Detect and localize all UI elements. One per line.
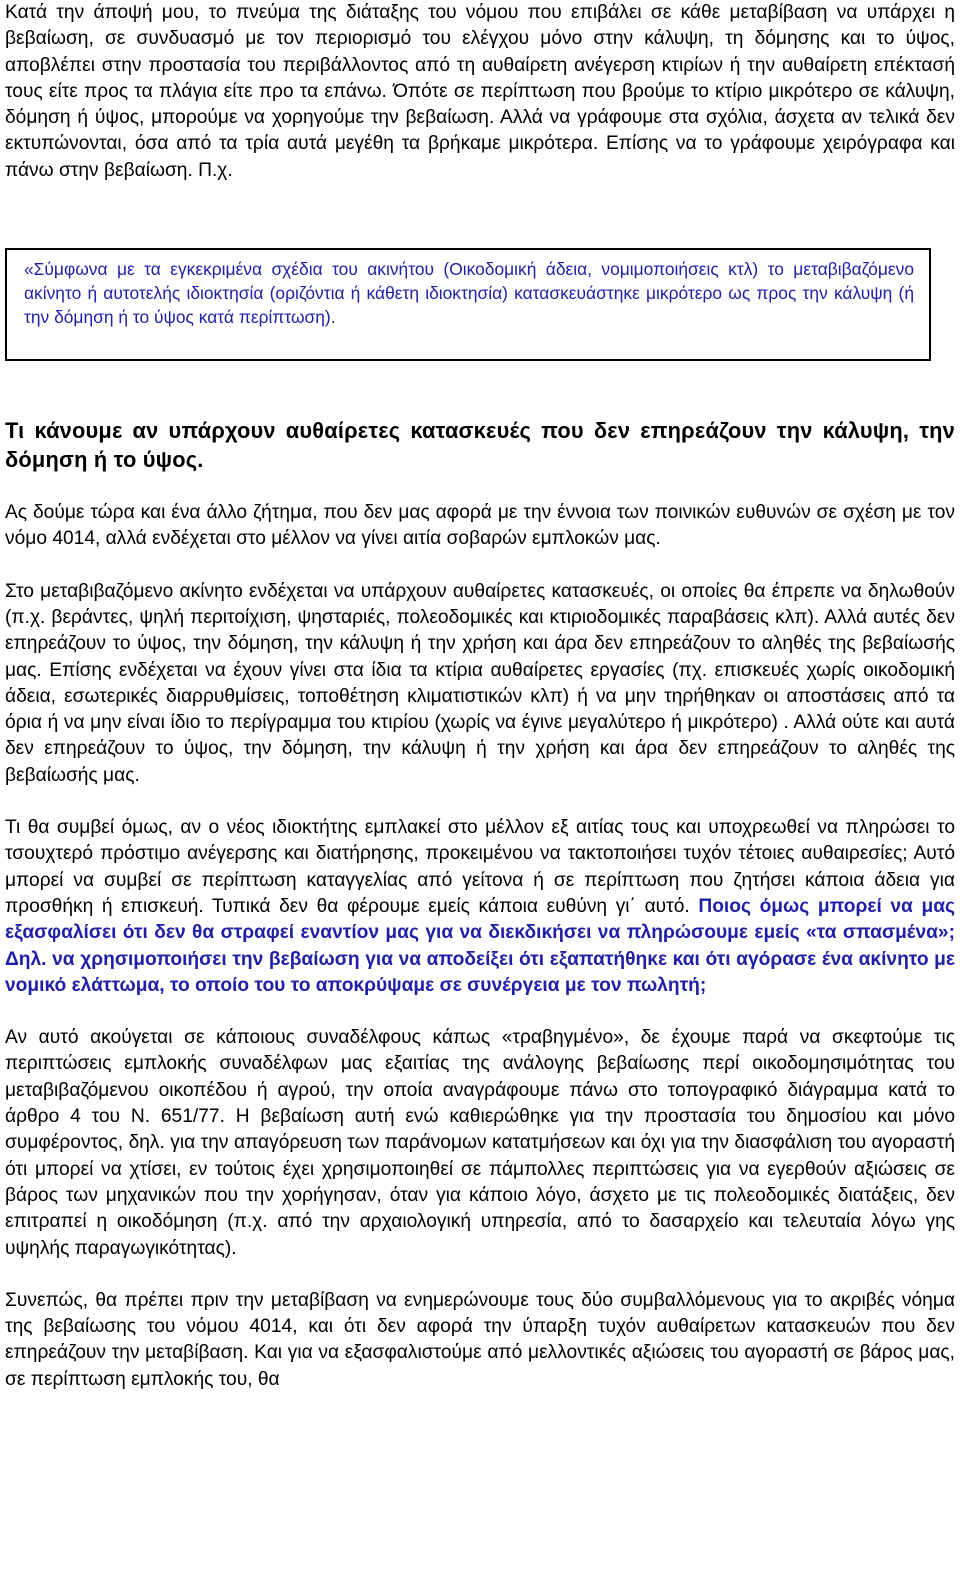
paragraph-2: Στο μεταβιβαζόμενο ακίνητο ενδέχεται να υπάρχουν αυθαίρετες κατασκευές, οι οποίες θα έπρεπε να δηλωθούν (π.χ. βεράντες, ψηλή περιτοίχιση, ψησταριές, πολεοδομικές και κτιριοδομικές παραβάσεις κλπ). Αλλά αυτές δεν επηρεάζουν το ύψος, την δόμηση, την κάλυψη ή την χρήση και άρα δεν επηρεάζουν το αληθές της βεβαίωσής μας. Επίσης ενδέχεται να έχουν γίνει στα ίδια τα κτίρια αυθαίρετες εργασίες (πχ. επισκευές χωρίς οικοδομική άδεια, εσωτερικές διαρρυθμίσεις, τοποθέτηση κλιματιστικών κλπ) ή να μην τηρήθηκαν οι αποστάσεις από τα όρια ή να μην είναι ίδιο το περίγραμμα του κτιρίου (χωρίς να έγινε μεγαλύτερο ή μικρότερο) . Αλλά ούτε και αυτά δεν επηρεάζουν το ύψος, την δόμηση, την κάλυψη ή την χρήση και άρα δεν επηρεάζουν το αληθές της βεβαίωσής μας. — [5, 580, 955, 786]
paragraph-3 — [5, 815, 955, 999]
quote-box — [5, 248, 931, 361]
paragraph-1: Ας δούμε τώρα και ένα άλλο ζήτημα, που δεν μας αφορά με την έννοια των ποινικών ευθυνών σε σχέση με τον νόμο 4014, αλλά ενδέχεται στο μέλλον να γίνει αιτία σοβαρών εμπλοκών μας. — [5, 502, 955, 550]
document-page — [5, 0, 955, 1393]
section-heading: Τι κάνουμε αν υπάρχουν αυθαίρετες κατασκευές που δεν επηρεάζουν την κάλυψη, την δόμηση ή το ύψος. — [5, 418, 955, 473]
quote-text: «Σύμφωνα με τα εγκεκριμένα σχέδια του ακινήτου (Οικοδομική άδεια, νομιμοποιήσεις κτλ) το μεταβιβαζόμενο ακίνητο ή αυτοτελής ιδιοκτησία (οριζόντια ή κάθετη ιδιοκτησία) κατασκευάστηκε μικρότερο ως προς την κάλυψη (ή την δόμηση ή το ύψος κατά περίπτωση). — [24, 259, 914, 328]
intro-paragraph: Κατά την άποψή μου, το πνεύμα της διάταξης του νόμου που επιβάλει σε κάθε μεταβίβαση να υπάρχει η βεβαίωση, σε συνδυασμό με τον περιορισμό του ελέγχου μόνο στην κάλυψη, τη δόμησης και το ύψος, αποβλέπει στην προστασία του περιβάλλοντος από τη αυθαίρετη ανέγερση κτιρίων ή την αυθαίρετη επέκτασή τους είτε προς τα πλάγια είτε προ τα επάνω. Όπότε σε περίπτωση που βρούμε το κτίριο μικρότερο σε κάλυψη, δόμηση ή ύψος, μπορούμε να χορηγούμε την βεβαίωση. Αλλά να γράφουμε στα σχόλια, άσχετα αν τελικά δεν εκτυπώνονται, όσα από τα τρία αυτά μεγέθη τα βρήκαμε μικρότερα. Επίσης να το γράφουμε χειρόγραφα και πάνω στην βεβαίωση. Π.χ. — [5, 2, 955, 181]
paragraph-3-plain: Τι θα συμβεί όμως, αν ο νέος ιδιοκτήτης εμπλακεί στο μέλλον εξ αιτίας τους και υποχρεωθεί να πληρώσει το τσουχτερό πρόστιμο ανέγερσης και διατήρησης, προκειμένου να τακτοποιήσει τυχόν τέτοιες αυθαιρεσίες; Αυτό μπορεί να συμβεί σε περίπτωση καταγγελίας από γείτονα ή σε περίπτωση που ζητήσει κάποια άδεια για προσθήκη ή επισκευή. Τυπικά δεν θα φέρουμε εμείς κάποια ευθύνη γι΄ αυτό. — [5, 817, 955, 917]
paragraph-3-highlight: Ποιος όμως μπορεί να μας εξασφαλίσει ότι δεν θα στραφεί εναντίον μας για να διεκδικήσει να πληρώσουμε εμείς «τα σπασμένα»; Δηλ. να χρησιμοποιήσει την βεβαίωση για να αποδείξει ότι εξαπατήθηκε και ότι αγόρασε ένα ακίνητο με νομικό ελάττωμα, το οποίο του το αποκρύψαμε σε συνέργεια με τον πωλητή; — [5, 895, 955, 996]
paragraph-4: Αν αυτό ακούγεται σε κάποιους συναδέλφους κάπως «τραβηγμένο», δε έχουμε παρά να σκεφτούμε τις περιπτώσεις εμπλοκής συναδέλφων μας εξαιτίας της ανάλογης βεβαίωσης περί οικοδομησιμότητας του μεταβιβαζόμενου οικοπέδου ή αγρού, την οποία αναγράφουμε πάνω στο τοπογραφικό διάγραμμα κατά το άρθρο 4 του Ν. 651/77. Η βεβαίωση αυτή ενώ καθιερώθηκε για την προστασία του δημοσίου και μόνο συμφέροντος, δηλ. για την απαγόρευση των παράνομων κατατμήσεων και όχι για την διασφάλιση του αγοραστή ότι μπορεί να χτίσει, εν τούτοις έχει χρησιμοποιηθεί σε πάμπολλες περιπτώσεις για να εγερθούν αξιώσεις σε βάρος των μηχανικών που την χορήγησαν, όταν για κάποιο λόγο, άσχετο με τις πολεοδομικές διατάξεις, δεν επιτραπεί η οικοδόμηση (π.χ. από την αρχαιολογική υπηρεσία, από το δασαρχείο και τελευταία λόγω γης υψηλής παραγωγικότητας). — [5, 1027, 955, 1259]
paragraph-5: Συνεπώς, θα πρέπει πριν την μεταβίβαση να ενημερώνουμε τους δύο συμβαλλόμενους για το ακριβές νόημα της βεβαίωσης του νόμου 4014, και ότι δεν αφορά την ύπαρξη τυχόν αυθαίρετων κατασκευών που δεν επηρεάζουν την μεταβίβαση. Και για να εξασφαλιστούμε από μελλοντικές αξιώσεις του αγοραστή σε βάρος μας, σε περίπτωση εμπλοκής του, θα — [5, 1289, 955, 1390]
